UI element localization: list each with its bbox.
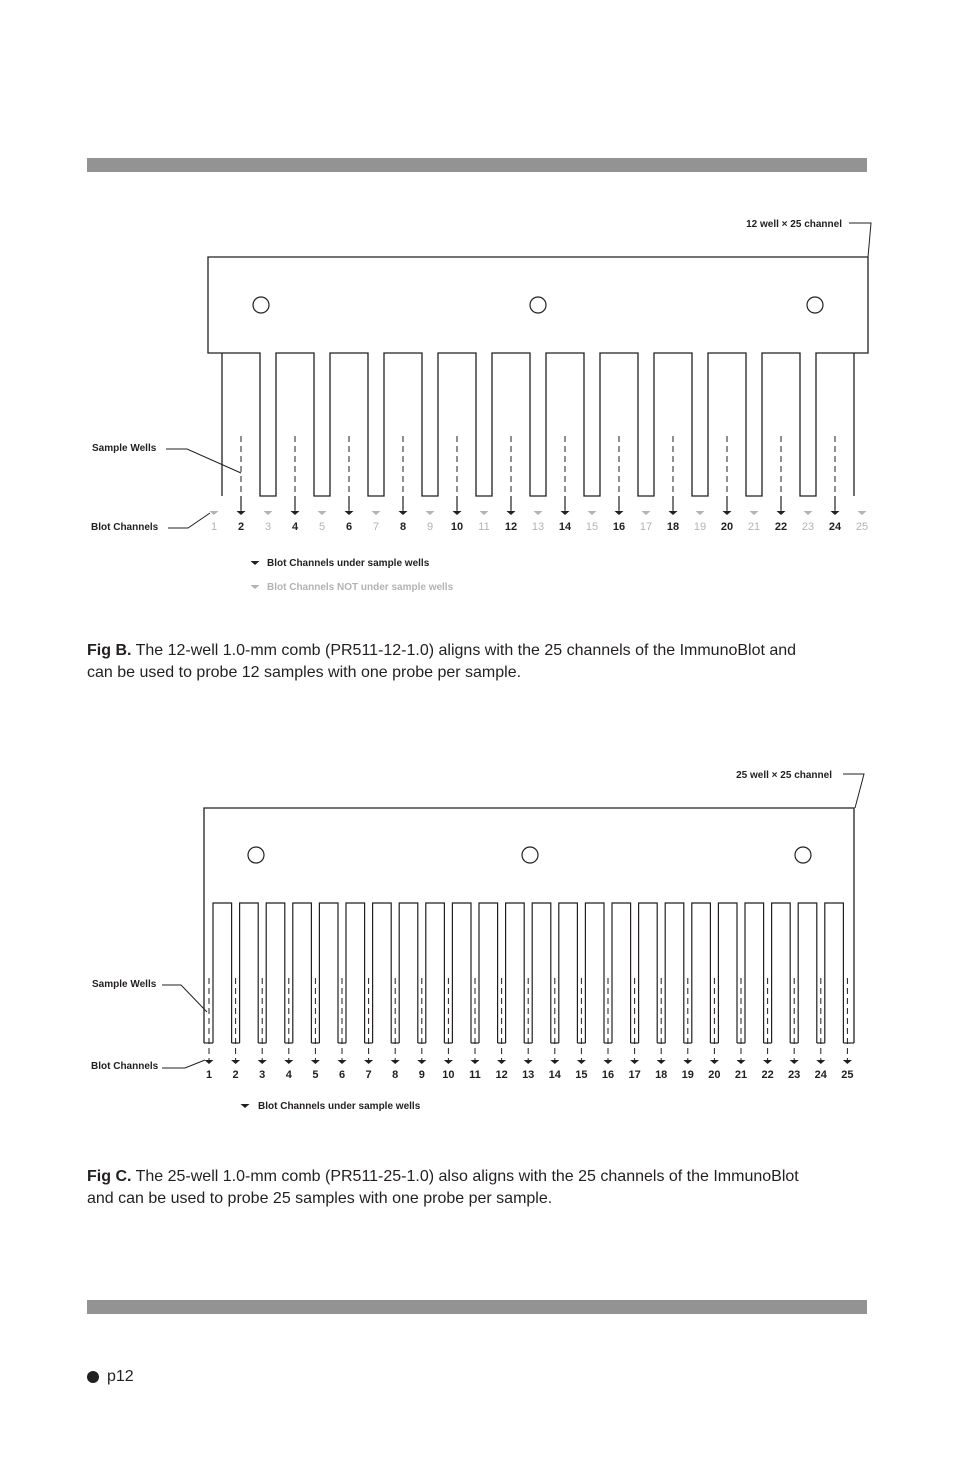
legend-not-under-arrow-icon	[251, 585, 260, 589]
sample-wells-label: Sample Wells	[92, 979, 157, 990]
channel-arrow-icon	[372, 511, 381, 515]
comb-tooth	[532, 903, 551, 1043]
blot-channel-label: 2	[237, 521, 245, 533]
comb-tooth	[373, 903, 392, 1043]
channel-arrow-icon	[338, 1060, 347, 1064]
comb-bounds	[204, 808, 854, 1043]
channel-arrow-icon	[399, 511, 408, 515]
comb-hole	[248, 847, 264, 863]
channel-arrow-icon	[669, 511, 678, 515]
legend-under-arrow-icon	[241, 1104, 250, 1108]
blot-channel-label: 15	[585, 521, 599, 533]
channel-arrow-icon	[444, 1060, 453, 1064]
channel-arrow-icon	[816, 1060, 825, 1064]
channel-arrow-icon	[588, 511, 597, 515]
blot-channels-leader	[168, 513, 210, 528]
figure-c-caption-text: The 25-well 1.0-mm comb (PR511-25-1.0) also aligns with the 25 channels of the ImmunoBlot and can be used to probe 25 samples with one probe per sample.	[87, 1168, 799, 1207]
blot-channel-label: 6	[345, 521, 353, 533]
channel-arrow-icon	[790, 1060, 799, 1064]
channel-arrow-icon	[497, 1060, 506, 1064]
channel-arrow-icon	[507, 511, 516, 515]
blot-channel-label: 6	[338, 1069, 346, 1081]
channel-arrow-icon	[231, 1060, 240, 1064]
channel-arrow-icon	[318, 511, 327, 515]
channel-arrow-icon	[417, 1060, 426, 1064]
blot-channel-label: 7	[372, 521, 380, 533]
channel-arrow-icon	[630, 1060, 639, 1064]
blot-channel-label: 8	[392, 1069, 399, 1081]
figure-b-diagram	[0, 200, 954, 610]
figure-b-caption	[87, 640, 807, 684]
channel-arrow-icon	[345, 511, 354, 515]
channel-arrow-icon	[258, 1060, 267, 1064]
blot-channel-label: 12	[504, 521, 518, 533]
channel-arrow-icon	[723, 511, 732, 515]
blot-channel-label: 3	[264, 521, 272, 533]
blot-channel-label: 2	[232, 1069, 239, 1081]
blot-channels-label: Blot Channels	[91, 1061, 159, 1072]
blot-channel-label: 21	[734, 1069, 748, 1081]
channel-arrow-icon	[391, 1060, 400, 1064]
blot-channel-label: 1	[205, 1069, 213, 1081]
comb-tooth	[213, 903, 232, 1043]
blot-channel-label: 4	[291, 521, 299, 533]
blot-channel-label: 5	[318, 521, 326, 533]
blot-channel-label: 10	[442, 1069, 455, 1081]
blot-channel-label: 22	[774, 521, 788, 533]
blot-channel-label: 4	[285, 1069, 292, 1081]
channel-arrow-icon	[577, 1060, 586, 1064]
figure-b	[0, 200, 954, 610]
comb-tooth	[426, 903, 445, 1043]
channel-arrow-icon	[364, 1060, 373, 1064]
legend-under-label: Blot Channels under sample wells	[267, 558, 430, 569]
bullet-icon	[87, 1371, 99, 1383]
blot-channel-label: 18	[655, 1069, 668, 1081]
channel-arrow-icon	[561, 511, 570, 515]
channel-arrow-icon	[453, 511, 462, 515]
blot-channels-leader	[162, 1060, 205, 1068]
channel-arrow-icon	[264, 511, 273, 515]
blot-channel-label: 11	[469, 1069, 481, 1081]
blot-channel-label: 13	[522, 1069, 535, 1081]
comb-hole	[795, 847, 811, 863]
comb-tooth	[772, 903, 791, 1043]
blot-channel-label: 20	[720, 521, 734, 533]
blot-channel-label: 16	[601, 1069, 615, 1081]
channel-arrow-icon	[737, 1060, 746, 1064]
legend-under-label: Blot Channels under sample wells	[258, 1101, 421, 1112]
title-leader-line	[843, 774, 864, 808]
comb-tooth	[639, 903, 658, 1043]
comb-hole	[522, 847, 538, 863]
figure-c-caption-label: Fig C.	[87, 1168, 132, 1185]
comb-hole	[807, 297, 823, 313]
comb-tooth	[718, 903, 737, 1043]
comb-tooth	[293, 903, 312, 1043]
comb-tooth	[559, 903, 578, 1043]
channel-arrow-icon	[205, 1060, 214, 1064]
channel-arrow-icon	[471, 1060, 480, 1064]
channel-arrow-icon	[311, 1060, 320, 1064]
comb-tooth	[399, 903, 418, 1043]
channel-arrow-icon	[642, 511, 651, 515]
blot-channel-label: 16	[612, 521, 626, 533]
channel-arrow-icon	[804, 511, 813, 515]
legend-under-arrow-icon	[251, 561, 260, 565]
channel-arrow-icon	[604, 1060, 613, 1064]
comb-tooth	[506, 903, 525, 1043]
blot-channel-label: 12	[495, 1069, 508, 1081]
comb-hole	[530, 297, 546, 313]
blot-channel-label: 25	[841, 1069, 854, 1081]
channel-arrow-icon	[291, 511, 300, 515]
channel-arrow-icon	[777, 511, 786, 515]
comb-hole	[253, 297, 269, 313]
blot-channel-label: 21	[747, 521, 761, 533]
blot-channel-label: 7	[365, 1069, 372, 1081]
comb-tooth	[612, 903, 631, 1043]
channel-arrow-icon	[480, 511, 489, 515]
channel-arrow-icon	[210, 511, 219, 515]
comb-outline	[208, 257, 868, 496]
channel-arrow-icon	[426, 511, 435, 515]
channel-arrow-icon	[524, 1060, 533, 1064]
blot-channel-label: 17	[628, 1069, 641, 1081]
page-number: p12	[107, 1368, 134, 1385]
blot-channel-label: 23	[801, 521, 815, 533]
channel-arrow-icon	[750, 511, 759, 515]
comb-tooth	[319, 903, 338, 1043]
title-leader-line	[849, 223, 871, 257]
comb-tooth	[346, 903, 365, 1043]
blot-channel-label: 17	[639, 521, 653, 533]
channel-arrow-icon	[696, 511, 705, 515]
comb-tooth	[798, 903, 817, 1043]
blot-channel-label: 25	[855, 521, 869, 533]
channel-arrow-icon	[284, 1060, 293, 1064]
comb-tooth	[266, 903, 285, 1043]
blot-channel-label: 5	[312, 1069, 319, 1081]
blot-channel-label: 15	[575, 1069, 588, 1081]
comb-tooth	[452, 903, 471, 1043]
comb-outline	[204, 808, 854, 1043]
channel-arrow-icon	[683, 1060, 692, 1064]
figure-c-diagram	[0, 750, 954, 1130]
blot-channel-label: 19	[681, 1069, 694, 1081]
top-rule	[87, 158, 867, 172]
bottom-rule	[87, 1300, 867, 1314]
sample-wells-leader	[162, 985, 207, 1012]
figure-c-title: 25 well × 25 channel	[736, 770, 832, 781]
blot-channel-label: 22	[761, 1069, 774, 1081]
blot-channel-label: 8	[399, 521, 407, 533]
blot-channel-label: 14	[558, 521, 572, 533]
blot-channels-label: Blot Channels	[91, 522, 159, 533]
blot-channel-label: 11	[478, 521, 490, 533]
figure-c-caption	[87, 1166, 807, 1210]
blot-channel-label: 24	[828, 521, 842, 533]
blot-channel-label: 24	[814, 1069, 827, 1081]
blot-channel-label: 9	[426, 521, 434, 533]
comb-tooth	[479, 903, 498, 1043]
blot-channel-label: 19	[693, 521, 707, 533]
channel-arrow-icon	[237, 511, 246, 515]
sample-wells-leader	[166, 449, 241, 473]
legend-not-under-label: Blot Channels NOT under sample wells	[267, 582, 454, 593]
channel-arrow-icon	[763, 1060, 772, 1064]
comb-tooth	[240, 903, 259, 1043]
channel-arrow-icon	[550, 1060, 559, 1064]
blot-channel-label: 1	[210, 521, 218, 533]
channel-arrow-icon	[858, 511, 867, 515]
blot-channel-label: 13	[531, 521, 545, 533]
blot-channel-label: 23	[788, 1069, 801, 1081]
channel-arrow-icon	[831, 511, 840, 515]
figure-b-title: 12 well × 25 channel	[746, 219, 842, 230]
channel-arrow-icon	[615, 511, 624, 515]
blot-channel-label: 3	[259, 1069, 266, 1081]
page-footer	[87, 1368, 134, 1386]
channel-arrow-icon	[710, 1060, 719, 1064]
figure-b-caption-text: The 12-well 1.0-mm comb (PR511-12-1.0) aligns with the 25 channels of the ImmunoBlot and can be used to probe 12 samples with one probe per sample.	[87, 642, 797, 681]
blot-channel-label: 20	[708, 1069, 721, 1081]
channel-arrow-icon	[843, 1060, 852, 1064]
sample-wells-label: Sample Wells	[92, 443, 157, 454]
figure-c	[0, 750, 954, 1130]
figure-b-caption-label: Fig B.	[87, 642, 132, 659]
blot-channel-label: 9	[418, 1069, 425, 1081]
blot-channel-label: 10	[450, 521, 464, 533]
comb-tooth	[825, 903, 844, 1043]
comb-tooth	[665, 903, 684, 1043]
comb-tooth	[585, 903, 604, 1043]
comb-tooth	[745, 903, 764, 1043]
blot-channel-label: 14	[548, 1069, 561, 1081]
comb-tooth	[692, 903, 711, 1043]
channel-arrow-icon	[657, 1060, 666, 1064]
channel-arrow-icon	[534, 511, 543, 515]
blot-channel-label: 18	[666, 521, 680, 533]
